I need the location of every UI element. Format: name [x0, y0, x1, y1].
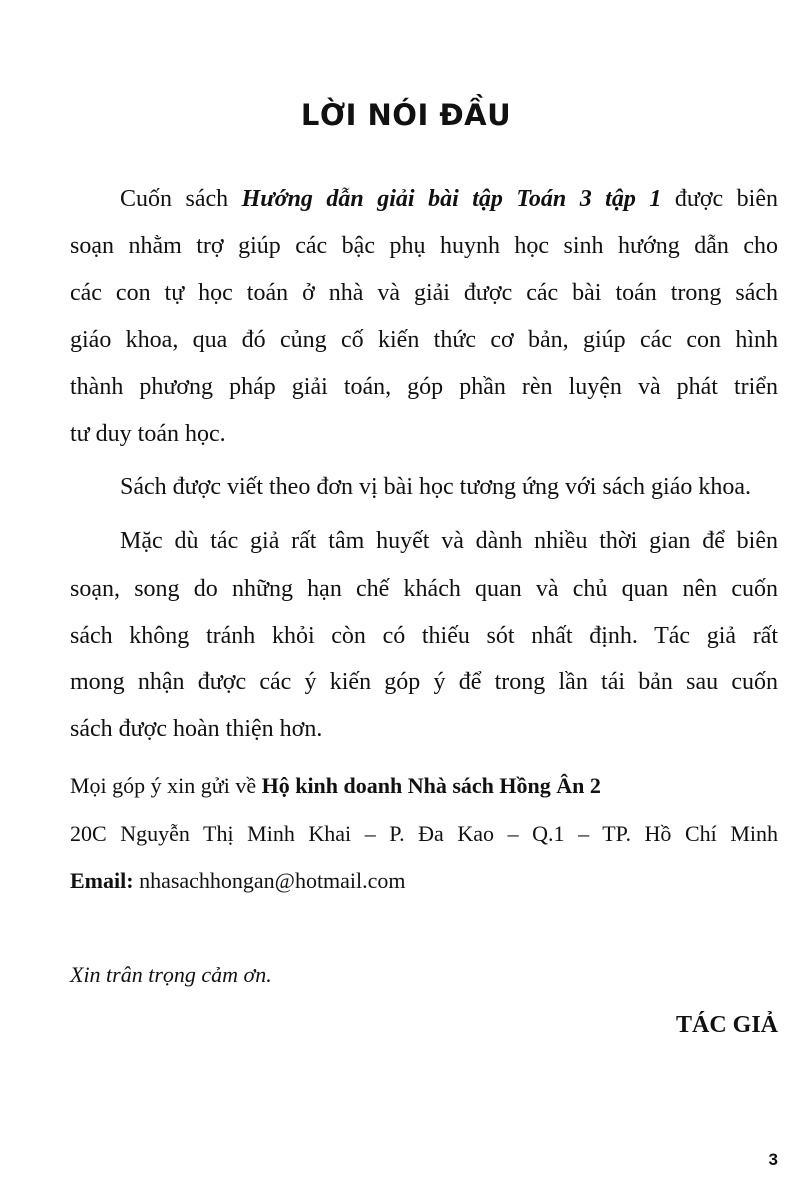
text: Mọi góp ý xin gửi về [70, 773, 262, 798]
paragraph-3-line: sách được hoàn thiện hơn. [70, 716, 323, 742]
email-address: nhasachhongan@hotmail.com [133, 868, 406, 893]
paragraph-1-line: tư duy toán học. [70, 421, 226, 447]
text: được biên [661, 186, 778, 212]
paragraph-1-line: giáo khoa, qua đó củng cố kiến thức cơ bản, giúp các con hình [70, 327, 778, 353]
paragraph-1-line: soạn nhằm trợ giúp các bậc phụ huynh học sinh hướng dẫn cho [70, 233, 778, 259]
page-title: LỜI NÓI ĐẦU [300, 98, 512, 132]
book-title: Hướng dẫn giải bài tập Toán 3 tập 1 [241, 186, 662, 212]
email-label: Email: [70, 868, 134, 893]
contact-email [70, 866, 778, 896]
paragraph-3-line: mong nhận được các ý kiến góp ý để trong lần tái bản sau cuốn [70, 669, 778, 695]
paragraph-2: Sách được viết theo đơn vị bài học tương ứng với sách giáo khoa. [120, 474, 751, 500]
author-signature: TÁC GIẢ [675, 1012, 778, 1038]
page-number: 3 [768, 1150, 778, 1169]
contact-intro [70, 771, 778, 801]
paragraph-3-line: Mặc dù tác giả rất tâm huyết và dành nhiều thời gian để biên [120, 528, 778, 554]
paragraph-1-line: các con tự học toán ở nhà và giải được các bài toán trong sách [70, 280, 778, 306]
paragraph-1-line-1 [70, 184, 778, 214]
thanks-text: Xin trân trọng cảm ơn. [70, 962, 272, 987]
text: Cuốn sách [120, 186, 242, 212]
paragraph-1-line: thành phương pháp giải toán, góp phần rèn luyện và phát triển [70, 374, 778, 400]
contact-address: 20C Nguyễn Thị Minh Khai – P. Đa Kao – Q.1 – TP. Hồ Chí Minh [70, 821, 778, 846]
publisher-name: Hộ kinh doanh Nhà sách Hồng Ân 2 [261, 773, 601, 798]
paragraph-3-line: sách không tránh khỏi còn có thiếu sót nhất định. Tác giả rất [70, 623, 778, 649]
paragraph-3-line: soạn, song do những hạn chế khách quan và chủ quan nên cuốn [70, 576, 778, 602]
